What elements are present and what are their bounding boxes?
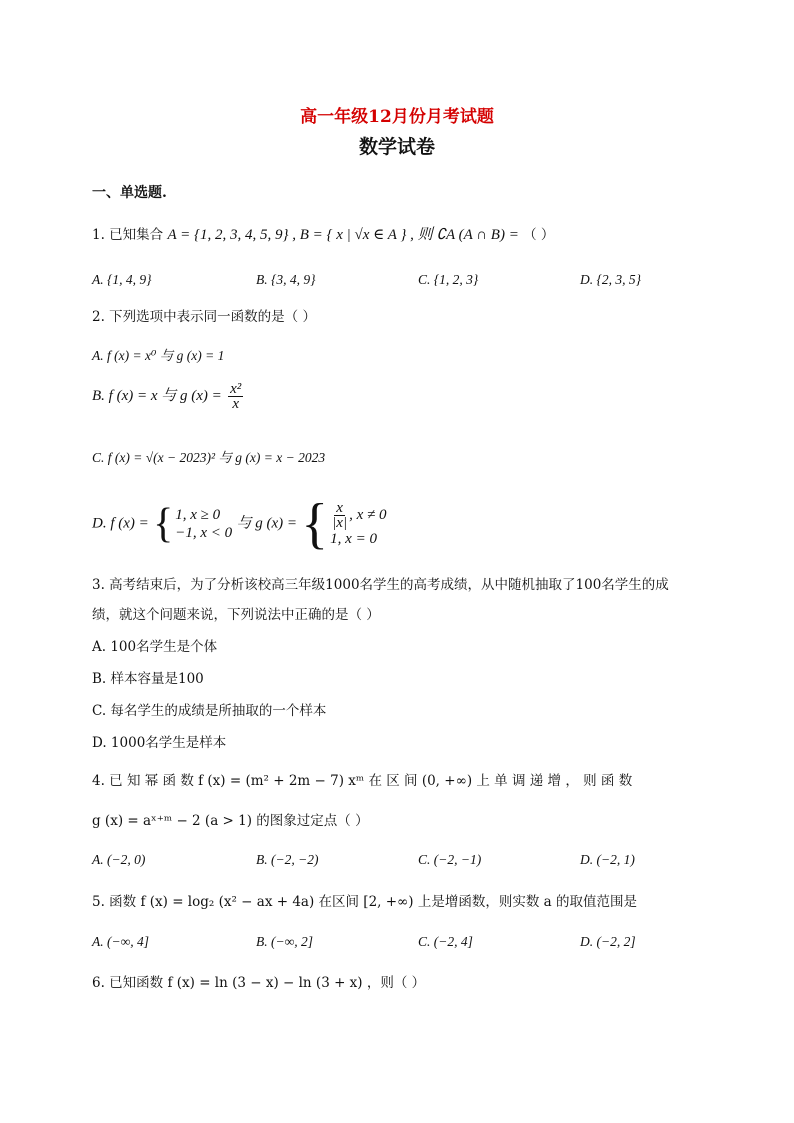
section-heading: 一、单选题. [92, 185, 167, 201]
fraction-denominator: x [232, 396, 239, 412]
question-3-option-b: B. 样本容量是100 [92, 671, 204, 687]
question-1-prefix: 1. 已知集合 [92, 227, 164, 243]
fraction-denominator: |x| [332, 514, 348, 531]
question-2-option-b [92, 382, 245, 411]
question-1-option-c: C. {1, 2, 3} [418, 272, 479, 287]
question-2-option-d-prefix: D. f (x) = [92, 515, 149, 532]
question-5-option-a: A. (−∞, 4] [92, 934, 149, 949]
question-5-option-c: C. (−2, 4] [418, 934, 473, 949]
piecewise-g [301, 493, 387, 555]
exam-subtitle: 数学试卷 [358, 136, 435, 158]
piecewise-g-line-1-tail: , x ≠ 0 [349, 506, 387, 523]
question-1-option-d: D. {2, 3, 5} [580, 272, 642, 287]
fraction-numerator: x [336, 499, 343, 516]
question-1-blank: （ ） [523, 227, 555, 243]
question-4-option-b: B. (−2, −2) [256, 852, 319, 867]
question-2-stem: 2. 下列选项中表示同一函数的是（ ） [92, 309, 316, 325]
question-4-option-a: A. (−2, 0) [92, 852, 146, 867]
piecewise-g-fraction [332, 501, 347, 530]
piecewise-f [153, 503, 232, 545]
question-4-option-d: D. (−2, 1) [580, 852, 635, 867]
question-3-option-a: A. 100名学生是个体 [92, 639, 218, 655]
exam-title: 高一年级12月份月考试题 [300, 107, 494, 127]
question-1-stem [92, 226, 554, 244]
piecewise-g-line-1 [330, 501, 386, 530]
question-1-option-b: B. {3, 4, 9} [256, 272, 316, 287]
piecewise-f-line-2: −1, x < 0 [175, 525, 233, 541]
question-2-option-b-fraction [228, 382, 243, 411]
question-2-option-c: C. f (x) = √(x − 2023)² 与 g (x) = x − 2023 [92, 450, 326, 465]
question-5-option-b: B. (−∞, 2] [256, 934, 313, 949]
question-3-option-c: C. 每名学生的成绩是所抽取的一个样本 [92, 703, 327, 719]
question-3-stem-line-2: 绩，就这个问题来说，下列说法中正确的是（ ） [92, 607, 380, 623]
question-3-stem-line-1: 3. 高考结束后，为了分析该校高三年级1000名学生的高考成绩，从中随机抽取了100名学生的成 [92, 577, 669, 593]
question-4-stem-line-1: 4. 已 知 幂 函 数 f (x) = (m² + 2m − 7) xᵐ 在 区 间 (0, +∞) 上 单 调 递 增 ， 则 函 数 [92, 773, 633, 789]
question-1-option-a: A. {1, 4, 9} [92, 272, 152, 287]
question-2-option-d-middle: 与 g (x) = [236, 515, 297, 532]
question-4-stem-line-2: g (x) = aˣ⁺ᵐ − 2 (a > 1) 的图象过定点（ ） [92, 813, 369, 829]
brace-glyph: { [153, 501, 174, 547]
question-1-math: A = {1, 2, 3, 4, 5, 9} , B = { x | √x ∈ A } , 则 ∁A (A ∩ B) = [167, 227, 519, 243]
piecewise-f-line-1: 1, x ≥ 0 [175, 507, 221, 523]
brace-glyph: { [301, 493, 329, 555]
fraction-numerator: x² [230, 381, 242, 397]
question-3-option-d: D. 1000名学生是样本 [92, 735, 227, 751]
question-2-option-a: A. f (x) = x⁰ 与 g (x) = 1 [92, 348, 225, 363]
piecewise-g-line-2: 1, x = 0 [330, 530, 377, 547]
question-5-stem: 5. 函数 f (x) = log₂ (x² − ax + 4a) 在区间 [2, +∞) 上是增函数，则实数 a 的取值范围是 [92, 894, 637, 910]
question-2-option-b-text: B. f (x) = x 与 g (x) = [92, 388, 222, 404]
question-4-option-c: C. (−2, −1) [418, 852, 482, 867]
question-2-option-d [92, 493, 387, 555]
question-5-option-d: D. (−2, 2] [580, 934, 636, 949]
question-6-stem: 6. 已知函数 f (x) = ln (3 − x) − ln (3 + x) ，则（ ） [92, 975, 426, 991]
